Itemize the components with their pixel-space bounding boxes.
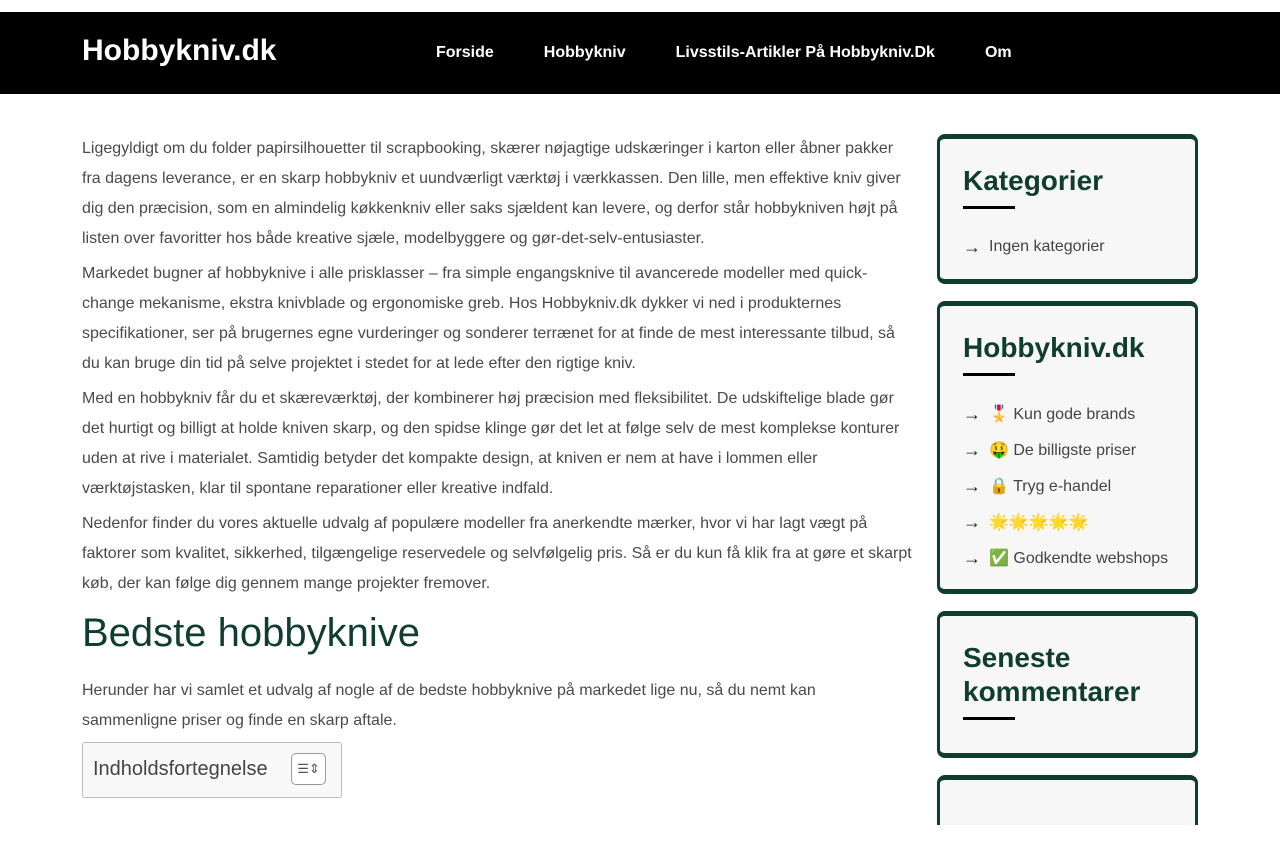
main-nav bbox=[436, 44, 1062, 62]
title-underline bbox=[963, 373, 1015, 376]
feature-label: 🎖️ Kun gode brands bbox=[989, 406, 1136, 423]
arrow-right-icon: → bbox=[963, 547, 981, 568]
intro-paragraph-4: Nedenfor finder du vores aktuelle udvalg af populære modeller fra anerkendte mærker, hvor vi har lagt vægt på faktorer som kvalitet, sikkerhed, tilgængelige reservedele og selvfølgelig pris. Så er du kun få klik fra at gøre et skarpt køb, der kan følge dig gennem mange projekter fremover. bbox=[82, 515, 912, 592]
list-item bbox=[963, 504, 1172, 540]
site-header bbox=[0, 12, 1280, 94]
arrow-right-icon: → bbox=[963, 403, 981, 424]
widget-recent-comments bbox=[937, 611, 1198, 758]
widget-title-categories: Kategorier bbox=[963, 165, 1104, 196]
intro-paragraph-3: Med en hobbykniv får du et skæreværktøj, der kombinerer høj præcision med fleksibilitet. De udskiftelige blade gør det hurtigt og billigt at holde kniven skarp, og den spidse klinge gør det let at følge selv de mest komplekse konturer uden at rive i materialet. Samtidig betyder det kompakte design, at kniven er nem at have i lommen eller værktøjstasken, klar til spontane reparationer eller kreative indfald. bbox=[82, 390, 900, 497]
feature-label: 🔒 Tryg e-handel bbox=[989, 478, 1112, 495]
feature-label: ✅ Godkendte webshops bbox=[989, 550, 1169, 567]
title-underline bbox=[963, 206, 1015, 209]
toc-toggle-button[interactable] bbox=[291, 753, 326, 785]
list-item bbox=[963, 432, 1172, 468]
toc-title: Indholdsfortegnelse bbox=[93, 758, 268, 780]
widget-categories bbox=[937, 134, 1198, 284]
section-intro: Herunder har vi samlet et udvalg af nogle af de bedste hobbyknive på markedet lige nu, så du nemt kan sammenligne priser og finde en skarp aftale. bbox=[82, 682, 816, 729]
list-item bbox=[963, 468, 1172, 504]
arrow-right-icon: → bbox=[963, 439, 981, 460]
nav-item-hobbykniv[interactable]: Hobbykniv bbox=[543, 44, 626, 61]
list-item bbox=[963, 396, 1172, 432]
widget-title-comments: Seneste kommentarer bbox=[963, 642, 1141, 707]
intro-paragraph-1: Ligegyldigt om du folder papirsilhouetter til scrapbooking, skærer nøjagtige udskæringer i karton eller åbner pakker fra dagens leverance, er en skarp hobbykniv et uundværligt værktøj i værkkassen. Den lille, men effektive kniv giver dig den præcision, som en almindelig køkkenkniv eller saks sjældent kan levere, og derfor står hobbykniven højt på listen over favoritter hos både kreative sjæle, modelbyggere og gør-det-selv-entusiaster. bbox=[82, 140, 901, 247]
widget-title-brand: Hobbykniv.dk bbox=[963, 332, 1145, 363]
widget-next bbox=[937, 775, 1198, 825]
title-underline bbox=[963, 717, 1015, 720]
sidebar bbox=[937, 134, 1198, 842]
feature-label: 🤑 De billigste priser bbox=[989, 442, 1137, 459]
site-logo[interactable]: Hobbykniv.dk bbox=[82, 34, 277, 67]
nav-item-forside[interactable]: Forside bbox=[436, 44, 494, 61]
widget-brand bbox=[937, 301, 1198, 594]
arrow-right-icon: → bbox=[963, 511, 981, 532]
intro-paragraph-2: Markedet bugner af hobbyknive i alle prisklasser – fra simple engangsknive til avancerede modeller med quick-change mekanisme, ekstra knivblade og ergonomiske greb. Hos Hobbykniv.dk dykker vi ned i produkternes specifikationer, ser på brugernes egne vurderinger og sonderer terrænet for at finde de mest interessante tilbud, så du kan bruge din tid på selve projektet i stedet for at lede efter den rigtige kniv. bbox=[82, 265, 895, 372]
feature-label: 🌟🌟🌟🌟🌟 bbox=[989, 514, 1089, 531]
nav-item-om[interactable]: Om bbox=[984, 44, 1012, 61]
table-of-contents bbox=[82, 742, 342, 798]
list-toggle-icon: ☰⇕ bbox=[297, 761, 320, 776]
arrow-right-icon: → bbox=[963, 475, 981, 496]
section-heading: Bedste hobbyknive bbox=[82, 611, 421, 655]
arrow-right-icon: → bbox=[963, 236, 981, 257]
nav-item-livsstils-artikler[interactable]: Livsstils-Artikler På Hobbykniv.Dk bbox=[675, 44, 935, 61]
list-item bbox=[963, 229, 1172, 265]
list-item bbox=[963, 540, 1172, 576]
top-strip bbox=[0, 0, 1280, 12]
category-label: Ingen kategorier bbox=[989, 238, 1105, 255]
main-content bbox=[82, 134, 912, 798]
